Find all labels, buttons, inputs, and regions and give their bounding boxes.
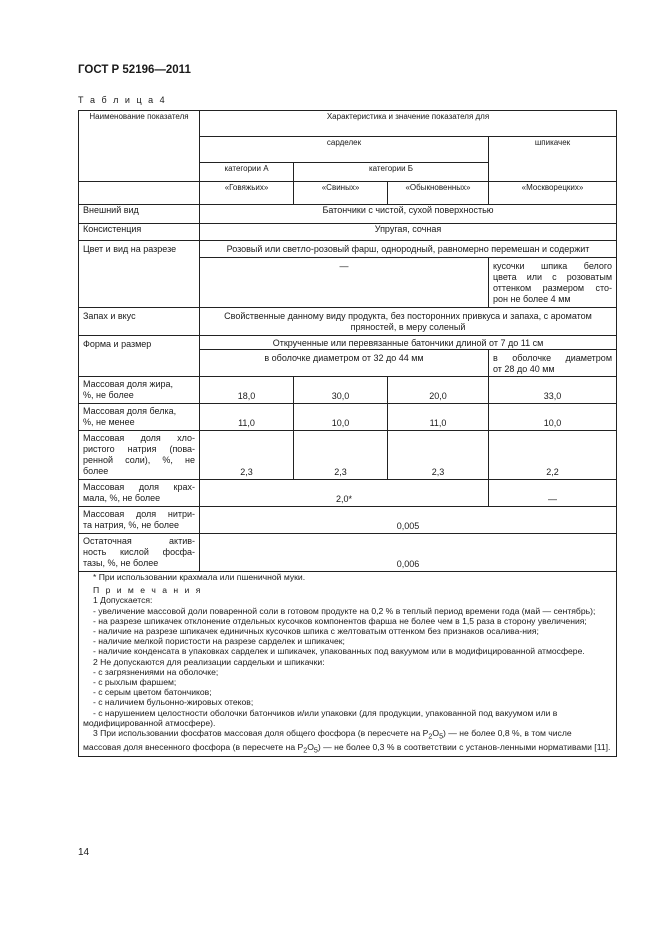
table-header-row-1: [79, 111, 617, 137]
value-svinykh: 2,3: [294, 431, 388, 480]
note-3: [83, 728, 612, 756]
formula-letter: O: [432, 728, 440, 739]
text-line: %, не менее: [83, 417, 135, 427]
text-line: Массовая доля жира,: [83, 379, 174, 389]
row-label: [79, 480, 200, 507]
text-line: в оболочке диаметром: [493, 353, 613, 363]
note-3-text: 3 При использовании фосфатов массовая доля общего фосфора (в пересчете на P: [93, 728, 429, 739]
note-1-item: - увеличение массовой доли поваренной соли в готовом продукте на 0,2 % в теплый период времени года (май — сентябрь);: [93, 605, 596, 616]
table-header-row-4: [79, 182, 617, 205]
indicator-table: [78, 110, 617, 757]
text-line: та натрия, %, не более: [83, 520, 180, 530]
note-1-item: - наличие конденсата в упаковках сарделек и шпикачек, упакованных под вакуумом или в модифицированной атмосфере.: [93, 646, 585, 657]
color-shpik-detail: [489, 258, 617, 308]
text-line: от 28 до 40 мм: [493, 364, 555, 374]
row-value: Розовый или светло-розовый фарш, однородный, равномерно перемешан и содержит: [200, 241, 617, 258]
text-line: Массовая доля нитри-: [83, 509, 195, 519]
row-label: Форма и размер: [79, 336, 200, 377]
text-line: ность кислой фосфа-: [83, 547, 195, 557]
row-value: Упругая, сочная: [200, 224, 617, 241]
notes-cell: [79, 572, 617, 757]
note-3-text: ) — не более 0,8 %, в том числе массовая доля внесенного фосфора (в пересчете на P: [83, 728, 572, 752]
text-line: цвета или с розоватым: [493, 272, 613, 282]
note-1-item: - на разрезе шпикачек отклонение отдельных кусочков компонентов фарша не более чем в 1,5 раза в сторону увеличения;: [93, 615, 587, 626]
text-line: рон не более 4 мм: [493, 294, 571, 304]
subscript: 2: [303, 746, 308, 755]
row-label: Запах и вкус: [79, 308, 200, 336]
note-2-item: - с загрязнениями на оболочке;: [93, 666, 219, 677]
row-fat: [79, 377, 617, 404]
color-dash: —: [200, 258, 489, 308]
text-line: кусочки шпика белого: [493, 261, 613, 271]
table-caption: Т а б л и ц а 4: [78, 95, 167, 105]
header-svinykh: «Свиных»: [294, 182, 388, 205]
row-label: Цвет и вид на разрезе: [79, 241, 200, 308]
value-obyknovennykh: 11,0: [388, 404, 489, 431]
value-all: 0,006: [200, 534, 617, 572]
notes-row: [79, 572, 617, 757]
text-line: пряностей, в меру соленый: [350, 322, 466, 332]
text-line: ренной соли), %, не: [83, 455, 195, 465]
note-2-item: - с серым цветом батончиков;: [93, 687, 212, 698]
row-chloride: [79, 431, 617, 480]
subscript: 5: [313, 746, 318, 755]
text-line: Массовая доля крах-: [83, 482, 195, 492]
row-label: [79, 431, 200, 480]
value-all: 0,005: [200, 507, 617, 534]
footnote: * При использовании крахмала или пшеничной муки.: [93, 572, 306, 582]
row-nitrite: [79, 507, 617, 534]
row-label: [79, 507, 200, 534]
page-number: 14: [78, 847, 90, 858]
header-sausages: сарделек: [200, 137, 489, 163]
value-shpikachki: —: [489, 480, 617, 507]
value-obyknovennykh: 2,3: [388, 431, 489, 480]
note-3-text: ) — не более 0,3 % в соответствии с установ-ленными нормативами [11].: [317, 741, 611, 752]
notes-title: П р и м е ч а н и я: [93, 585, 203, 596]
text-line: Массовая доля хло-: [83, 433, 195, 443]
subscript: 2: [428, 732, 433, 741]
value-obyknovennykh: 20,0: [388, 377, 489, 404]
text-line: тазы, %, не более: [83, 558, 159, 568]
row-value: Открученные или перевязанные батончики длиной от 7 до 11 см: [200, 336, 617, 350]
formula-letter: O: [307, 741, 314, 752]
row-phosphatase: [79, 534, 617, 572]
row-label: Внешний вид: [79, 205, 200, 224]
value-govyazhikh: 2,3: [200, 431, 294, 480]
value-shpikachki: 33,0: [489, 377, 617, 404]
subscript: 5: [439, 732, 444, 741]
row-label: [79, 404, 200, 431]
document-header: ГОСТ Р 52196—2011: [78, 64, 191, 76]
row-value: [200, 308, 617, 336]
value-svinykh: 30,0: [294, 377, 388, 404]
text-line: оттенком размером сто-: [493, 283, 613, 293]
text-line: мала, %, не более: [83, 493, 161, 503]
row-smell: [79, 308, 617, 336]
header-shpikachki: шпикачек: [489, 137, 617, 182]
text-line: Остаточная актив-: [83, 536, 195, 546]
value-shpikachki: 2,2: [489, 431, 617, 480]
note-1: 1 Допускается:: [93, 595, 153, 606]
text-line: Свойственные данному виду продукта, без посторонних привкуса и запаха, с ароматом: [224, 311, 592, 321]
value-govyazhikh: 18,0: [200, 377, 294, 404]
text-line: ристого натрия (пова-: [83, 444, 195, 454]
header-category-b: категории Б: [294, 163, 489, 182]
header-characteristic: Характеристика и значение показателя для: [200, 111, 617, 137]
header-moskvoretskikh: «Москворецких»: [489, 182, 617, 205]
header-empty-cell: [79, 182, 200, 205]
row-starch: [79, 480, 617, 507]
note-2-item: - с рыхлым фаршем;: [93, 677, 177, 688]
value-shpikachki: 10,0: [489, 404, 617, 431]
note-2-item: - с наличием бульонно-жировых отеков;: [93, 697, 254, 708]
value-govyazhikh: 11,0: [200, 404, 294, 431]
row-protein: [79, 404, 617, 431]
text-line: более: [83, 466, 109, 476]
note-2: 2 Не допускаются для реализации сардельки и шпикачки:: [93, 656, 325, 667]
header-obyknovennykh: «Обыкновенных»: [388, 182, 489, 205]
row-label: [79, 534, 200, 572]
header-category-a: категории А: [200, 163, 294, 182]
row-label: [79, 377, 200, 404]
header-govyazhikh: «Говяжьих»: [200, 182, 294, 205]
note-2-item: - с нарушением целостности оболочки батончиков и/или упаковки (для продукции, упакованной под вакуумом или в модифицированной атмосфере).: [83, 707, 558, 728]
header-indicator-name: Наименование показателя: [79, 111, 200, 182]
row-value: Батончики с чистой, сухой поверхностью: [200, 205, 617, 224]
value-sausages: 2,0*: [200, 480, 489, 507]
row-color: [79, 241, 617, 258]
form-casing-32-44: в оболочке диаметром от 32 до 44 мм: [200, 350, 489, 377]
row-label: Консистенция: [79, 224, 200, 241]
row-form: [79, 336, 617, 350]
value-svinykh: 10,0: [294, 404, 388, 431]
text-line: Массовая доля белка,: [83, 406, 177, 416]
row-consistency: [79, 224, 617, 241]
form-casing-28-40: [489, 350, 617, 377]
row-appearance: [79, 205, 617, 224]
note-1-item: - наличие мелкой пористости на разрезе сарделек и шпикачек;: [93, 636, 345, 647]
note-1-item: - наличие на разрезе шпикачек единичных кусочков шпика с желтоватым оттенком без признаков осалива-ния;: [93, 626, 539, 637]
text-line: %, не более: [83, 390, 134, 400]
